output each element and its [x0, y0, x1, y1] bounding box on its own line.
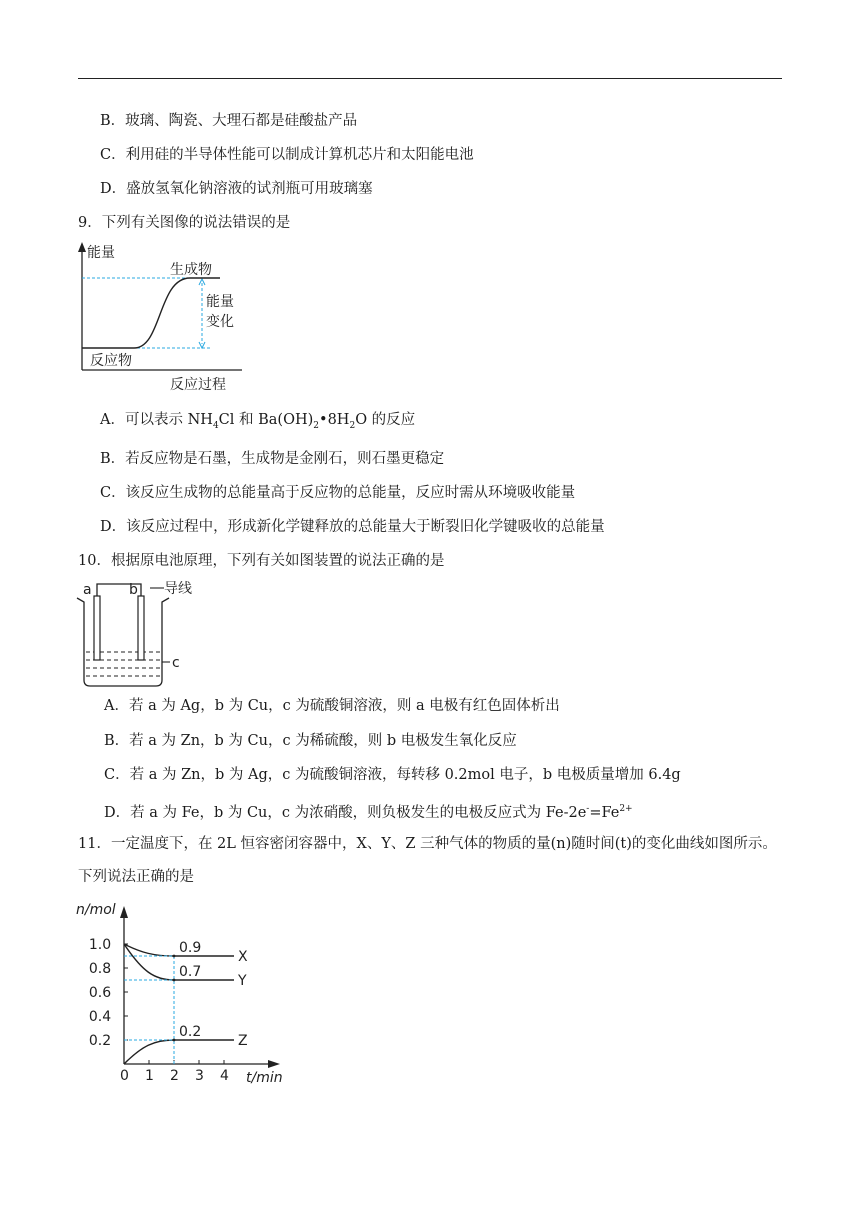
x-tick-label: 4	[220, 1068, 229, 1084]
energy-y-label: 能量	[87, 245, 115, 261]
header-rule	[78, 78, 782, 79]
series-name-y: Y	[238, 973, 247, 989]
end-value-x: 0.9	[179, 940, 202, 956]
energy-y-arrow	[78, 242, 86, 252]
q8-option-c: C．利用硅的半导体性能可以制成计算机芯片和太阳能电池	[100, 147, 474, 163]
electrode-b-label: b	[129, 582, 138, 598]
product-label: 生成物	[170, 262, 212, 278]
series-name-x: X	[238, 949, 248, 965]
q9-option-d: D．该反应过程中，形成新化学键释放的总能量大于断裂旧化学键吸收的总能量	[100, 519, 605, 535]
q10-option-d: D．若 a 为 Fe，b 为 Cu，c 为浓硝酸，则负极发生的电极反应式为 $Fe-2e^-=Fe^{2+}$	[104, 804, 633, 821]
series-line-z	[124, 1040, 234, 1064]
q8-option-b: B．玻璃、陶瓷、大理石都是硅酸盐产品	[100, 113, 358, 129]
point-y	[173, 979, 176, 982]
y-tick-label: 1.0	[88, 937, 112, 953]
q11-stem-line1: 11．一定温度下，在 2L 恒容密闭容器中，X、Y、Z 三种气体的物质的量(n)随时间(t)的变化曲线如图所示。	[78, 836, 777, 852]
y-tick-label: 0.2	[88, 1033, 112, 1049]
x-axis-label: t/min	[246, 1070, 283, 1086]
series-name-z: Z	[238, 1033, 248, 1049]
q10-option-c: C．若 a 为 Zn，b 为 Ag，c 为硫酸铜溶液，每转移 0.2mol 电子，b 电极质量增加 6.4g	[104, 767, 681, 783]
electrode-a	[94, 596, 100, 660]
q9-option-c: C．该反应生成物的总能量高于反应物的总能量，反应时需从环境吸收能量	[100, 485, 576, 501]
electrode-b	[138, 596, 144, 660]
energy-change-label-1: 能量	[206, 294, 234, 310]
y-tick-label: 0.8	[88, 961, 112, 977]
end-value-z: 0.2	[179, 1024, 202, 1040]
x-tick-label: 3	[195, 1068, 204, 1084]
x-tick-label: 1	[145, 1068, 154, 1084]
point-z	[173, 1039, 176, 1042]
x-tick-label: 0	[120, 1068, 129, 1084]
q10-option-a: A．若 a 为 Ag，b 为 Cu，c 为硫酸铜溶液，则 a 电极有红色固体析出	[104, 698, 560, 714]
point-x	[173, 955, 176, 958]
energy-diagram	[70, 238, 260, 394]
end-value-y: 0.7	[179, 964, 202, 980]
q10-stem: 10．根据原电池原理，下列有关如图装置的说法正确的是	[78, 553, 445, 569]
x-tick-label: 2	[170, 1068, 179, 1084]
amount-time-chart	[74, 898, 294, 1088]
reactant-label: 反应物	[90, 353, 132, 369]
energy-curve	[82, 278, 220, 348]
y-tick-label: 0.4	[88, 1009, 112, 1025]
y-tick-label: 0.6	[88, 985, 112, 1001]
galvanic-cell-diagram	[74, 576, 194, 692]
electrode-a-label: a	[83, 582, 92, 598]
q9-stem: 9．下列有关图像的说法错误的是	[78, 215, 291, 231]
energy-x-label: 反应过程	[170, 377, 226, 393]
q11-stem-line2: 下列说法正确的是	[78, 869, 194, 885]
q8-option-d: D．盛放氢氧化钠溶液的试剂瓶可用玻璃塞	[100, 181, 373, 197]
y-axis-arrow	[120, 906, 128, 918]
y-axis-label: n/mol	[76, 902, 116, 918]
energy-change-label-2: 变化	[206, 314, 234, 330]
q9-option-b: B．若反应物是石墨，生成物是金刚石，则石墨更稳定	[100, 451, 445, 467]
q9-option-a: A．可以表示 $NH_4Cl$ 和 $Ba(OH)_2•8H_2O$ 的反应	[100, 412, 416, 431]
q10-option-b: B．若 a 为 Zn，b 为 Cu，c 为稀硫酸，则 b 电极发生氧化反应	[104, 733, 517, 749]
beaker	[77, 598, 169, 686]
wire-label: 导线	[164, 581, 192, 597]
x-axis-arrow	[268, 1060, 280, 1068]
solution-label: c	[172, 655, 180, 671]
